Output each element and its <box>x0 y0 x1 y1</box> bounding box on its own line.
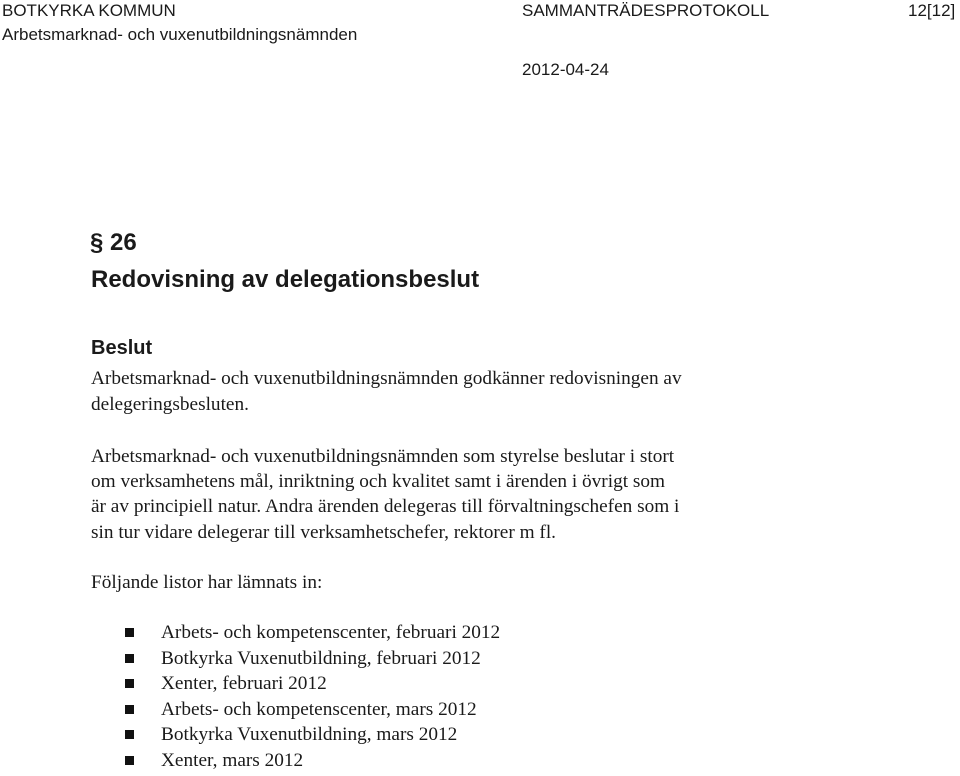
decision-heading: Beslut <box>91 337 153 359</box>
square-bullet-icon <box>125 730 134 739</box>
body-text-line: är av principiell natur. Andra ärenden delegeras till förvaltningschefen som i <box>91 496 680 517</box>
square-bullet-icon <box>125 679 134 688</box>
body-text-line: sin tur vidare delegerar till verksamhetschefer, rektorer m fl. <box>91 522 556 543</box>
paragraph-number: § 26 <box>90 229 137 256</box>
body-text-line: om verksamhetens mål, inriktning och kvalitet samt i ärenden i övrigt som <box>91 471 666 492</box>
document-type: SAMMANTRÄDESPROTOKOLL <box>522 1 770 20</box>
square-bullet-icon <box>125 654 134 663</box>
page-number: 12[12] <box>908 1 956 20</box>
organization-name: BOTKYRKA KOMMUN <box>2 1 176 20</box>
meeting-date: 2012-04-24 <box>522 60 609 79</box>
square-bullet-icon <box>125 756 134 765</box>
square-bullet-icon <box>125 628 134 637</box>
decision-text-line: Arbetsmarknad- och vuxenutbildningsnämnden godkänner redovisningen av <box>91 368 682 389</box>
square-bullet-icon <box>125 705 134 714</box>
section-title: Redovisning av delegationsbeslut <box>91 266 480 293</box>
list-intro: Följande listor har lämnats in: <box>91 572 323 593</box>
body-text-line: Arbetsmarknad- och vuxenutbildningsnämnden som styrelse beslutar i stort <box>91 446 675 467</box>
decision-text-line: delegeringsbesluten. <box>91 394 249 415</box>
committee-name: Arbetsmarknad- och vuxenutbildningsnämnden <box>2 25 358 44</box>
